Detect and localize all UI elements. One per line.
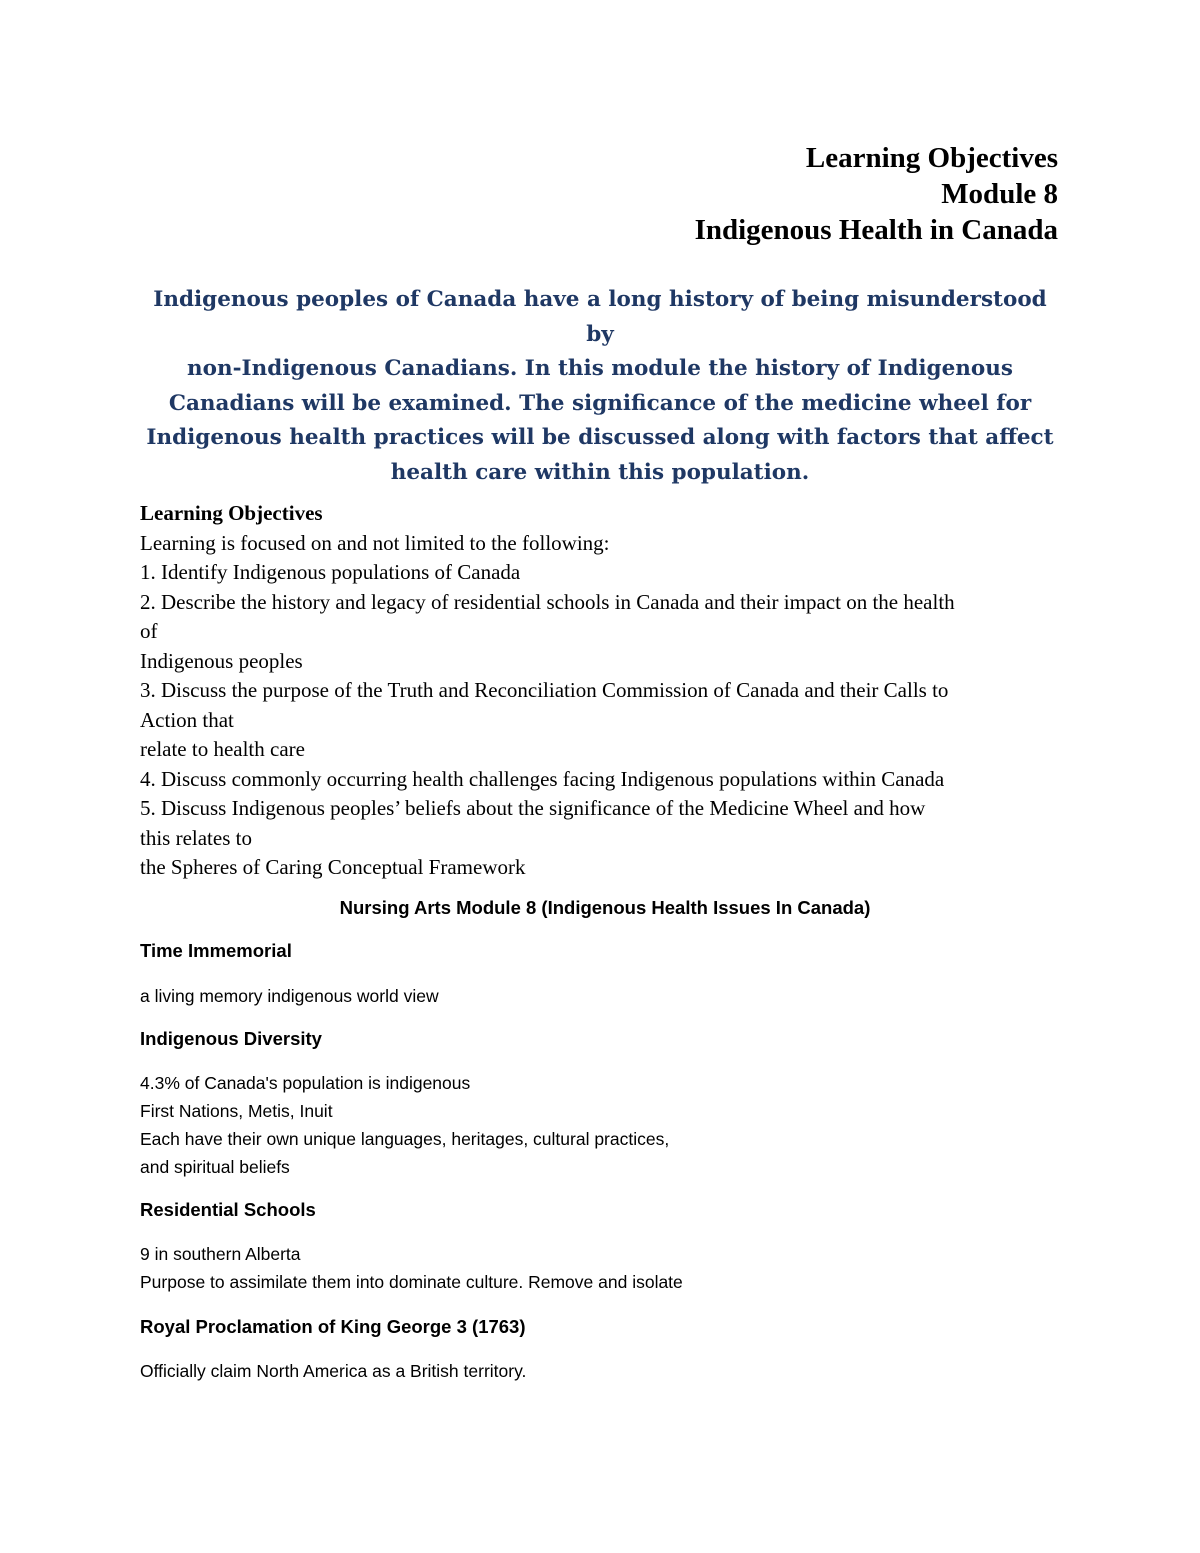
section-heading-time-immemorial: Time Immemorial: [140, 940, 292, 961]
objectives-line: Learning is focused on and not limited to the following:: [140, 530, 610, 555]
title-module-topic: Indigenous Health in Canada: [694, 214, 1058, 246]
notes-line: 4.3% of Canada's population is indigenous: [140, 1073, 471, 1093]
intro-line: Indigenous health practices will be discussed along with factors that affect: [146, 425, 1054, 450]
title-module-number: Module 8: [941, 178, 1058, 210]
objectives-line: 3. Discuss the purpose of the Truth and Reconciliation Commission of Canada and their Calls to: [140, 678, 949, 702]
section-body-royal-proclamation: [140, 1357, 1070, 1385]
section-body-time-immemorial: [140, 982, 1070, 1010]
intro-line: Canadians will be examined. The significance of the medicine wheel for: [168, 390, 1032, 416]
module-introduction: [140, 283, 1060, 490]
title-learning-objectives: Learning Objectives: [805, 142, 1058, 174]
module-notes: [140, 893, 1070, 1385]
objectives-line: 2. Describe the history and legacy of residential schools in Canada and their impact on the health: [140, 589, 955, 614]
notes-line: First Nations, Metis, Inuit: [140, 1101, 333, 1121]
intro-line: non-Indigenous Canadians. In this module the history of Indigenous: [187, 356, 1013, 381]
intro-line: health care within this population.: [390, 459, 810, 485]
document-title-block: [695, 140, 1058, 248]
notes-line: 9 in southern Alberta: [140, 1244, 301, 1264]
notes-line: Purpose to assimilate them into dominate culture. Remove and isolate: [140, 1272, 683, 1292]
notes-line: Officially claim North America as a British territory.: [140, 1361, 527, 1381]
objectives-line: 4. Discuss commonly occurring health challenges facing Indigenous populations within Canada: [140, 766, 945, 791]
objectives-line: Indigenous peoples: [140, 648, 303, 673]
objectives-line: relate to health care: [140, 737, 305, 761]
notes-title: Nursing Arts Module 8 (Indigenous Health Issues In Canada): [339, 897, 871, 918]
section-heading-royal-proclamation: Royal Proclamation of King George 3 (1763): [140, 1316, 526, 1337]
notes-line: a living memory indigenous world view: [140, 986, 439, 1006]
objectives-line: the Spheres of Caring Conceptual Framework: [140, 855, 526, 879]
notes-line: Each have their own unique languages, heritages, cultural practices,: [140, 1129, 670, 1149]
section-heading-residential-schools: Residential Schools: [140, 1199, 316, 1220]
objectives-line: 1. Identify Indigenous populations of Canada: [140, 560, 521, 584]
objectives-heading: Learning Objectives: [140, 501, 323, 525]
objectives-line: Action that: [140, 707, 234, 732]
learning-objectives-section: [140, 499, 1070, 883]
objectives-line: this relates to: [140, 825, 252, 850]
notes-line: and spiritual beliefs: [140, 1157, 290, 1177]
section-body-indigenous-diversity: [140, 1069, 1070, 1181]
objectives-line: 5. Discuss Indigenous peoples’ beliefs about the significance of the Medicine Wheel and how: [140, 796, 926, 820]
objectives-line: of: [140, 619, 158, 643]
section-heading-indigenous-diversity: Indigenous Diversity: [140, 1028, 322, 1049]
intro-line: Indigenous peoples of Canada have a long history of being misunderstood by: [153, 287, 1047, 347]
section-body-residential-schools: [140, 1240, 1070, 1296]
